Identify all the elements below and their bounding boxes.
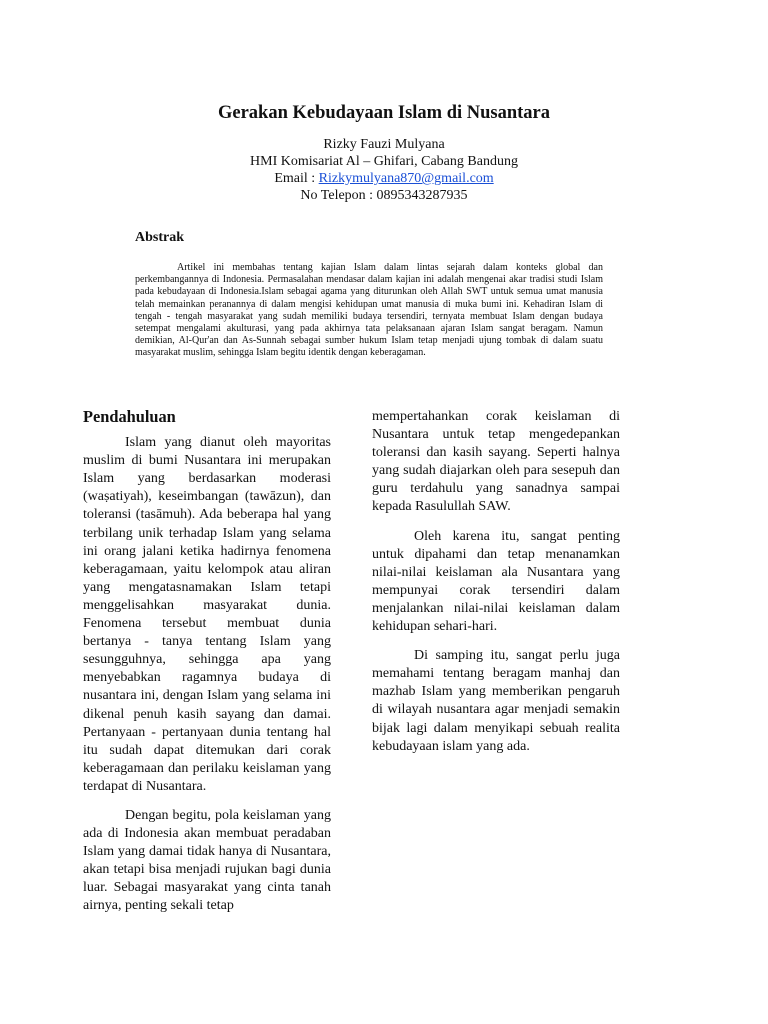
author-name: Rizky Fauzi Mulyana xyxy=(323,137,445,152)
author-affiliation: HMI Komisariat Al – Ghifari, Cabang Bandung xyxy=(250,154,518,169)
author-info xyxy=(0,136,768,204)
abstract-heading: Abstrak xyxy=(135,230,185,245)
intro-paragraph-3: Oleh karena itu, sangat penting untuk dipahami dan tetap menanamkan nilai-nilai keislaman ala Nusantara yang mempunyai corak tersendiri dalam menjalankan nilai-nilai keislaman dalam kehidupan sehari-hari. xyxy=(372,528,620,635)
paper-title: Gerakan Kebudayaan Islam di Nusantara xyxy=(217,103,551,123)
left-column xyxy=(83,408,331,927)
intro-paragraph-2-continued: mempertahankan corak keislaman di Nusantara untuk tetap mengedepankan toleransi dan kasih sayang. Seperti halnya yang sudah diajarkan oleh para sesepuh dan guru terdahulu yang sanadnya sampai kepada Rasulullah SAW. xyxy=(372,409,620,515)
intro-paragraph-2: Dengan begitu, pola keislaman yang ada di Indonesia akan membuat peradaban Islam yang damai tidak hanya di Nusantara, akan tetapi bisa menjadi rujukan bagi dunia luar. Sebagai masyarakat yang cinta tanah airnya, penting sekali tetap xyxy=(83,807,331,914)
email-label: Email : xyxy=(274,171,319,186)
author-email-line xyxy=(0,170,768,187)
abstract-text: Artikel ini membahas tentang kajian Islam dalam lintas sejarah dalam konteks global dan perkembangannya di Indonesia. Permasalahan mendasar dalam kajian ini adalah mengenai akar tradisi studi Islam pada kebudayaan di Indonesia.Islam sebagai agama yang diturunkan oleh Allah SWT untuk semua umat manusia telah memainkan peranannya di dalam mengisi kehidupan umat manusia di muka bumi ini. Kehadiran Islam di tengah - tengah masyarakat yang sudah memiliki budaya tersendiri, ternyata membuat Islam dengan budaya setempat mengalami akulturasi, yang pada akhirnya tata pelaksanaan ajaran Islam sangat beragam. Namun demikian, Al-Qur'an dan As-Sunnah sebagai sumber hukum Islam tetap menjadi ujung tombak di dalam suatu masyarakat muslim, sehingga Islam begitu identik dengan keberagaman. xyxy=(135,262,603,359)
email-link[interactable]: Rizkymulyana870@gmail.com xyxy=(318,171,494,186)
section-heading-introduction: Pendahuluan xyxy=(83,407,176,426)
author-phone: No Telepon : 0895343287935 xyxy=(300,188,468,203)
intro-paragraph-1: Islam yang dianut oleh mayoritas muslim di bumi Nusantara ini merupakan Islam yang berdasarkan moderasi (waṣatiyah), keseimbangan (tawāzun), dan toleransi (tasāmuh). Ada beberapa hal yang terbilang unik terhadap Islam yang selama ini orang jalani ketika hadirnya fenomena keberagamaan, yaitu kelompok atau aliran yang mengatasnamakan Islam tetapi menggelisahkan masyarakat dunia. Fenomena tersebut membuat dunia bertanya - tanya tentang Islam yang sesungguhnya, sehingga apa yang menyebabkan ragamnya budaya di nusantara ini, dengan Islam yang selama ini dikenal penuh kasih sayang dan damai. Pertanyaan - pertanyaan dunia tentang hal itu sudah dapat ditemukan dari corak keberagamaan dan perilaku keislaman yang terdapat di Nusantara. xyxy=(83,435,331,794)
intro-paragraph-4: Di samping itu, sangat perlu juga memahami tentang beragam manhaj dan mazhab Islam yang memberikan pengaruh di wilayah nusantara agar menjadi semakin bijak lagi dalam menyikapi sebuah realita kebudayaan islam yang ada. xyxy=(372,648,620,754)
right-column xyxy=(372,408,620,767)
